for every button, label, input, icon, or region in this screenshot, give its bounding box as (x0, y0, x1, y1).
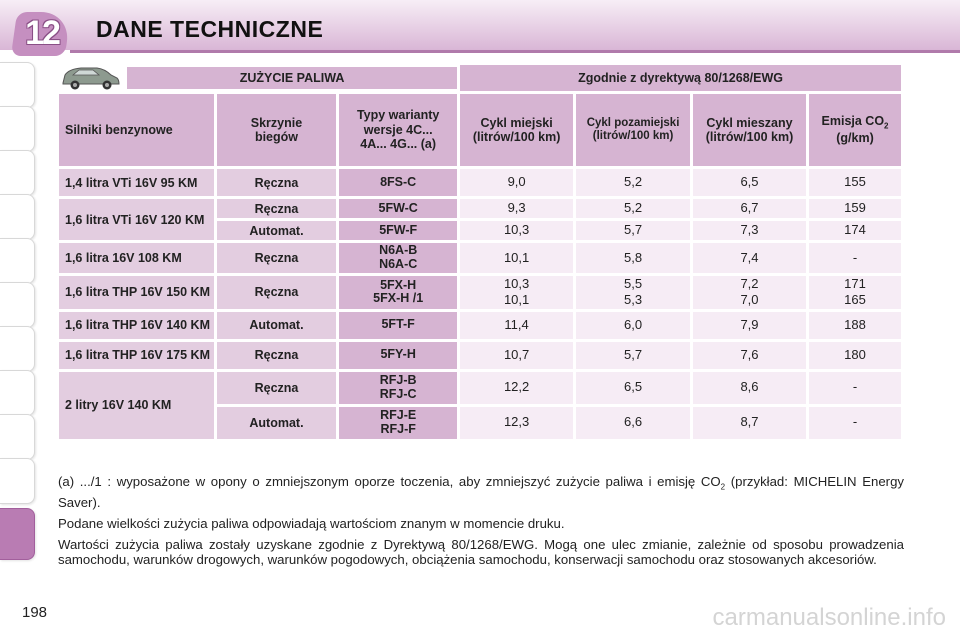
combined-cell: 8,7 (693, 407, 806, 439)
co2-cell: 155 (809, 169, 901, 196)
co2-cell: 159 (809, 199, 901, 218)
co2-value: 165 (844, 292, 866, 308)
group-header-fuel: ZUŻYCIE PALIWA (127, 67, 457, 89)
combined-value: 7,0 (740, 292, 759, 308)
combined-value: 7,2 (740, 276, 759, 291)
extra-urban-cell: 5,7 (576, 221, 690, 240)
gearbox-cell: Automat. (217, 221, 337, 240)
urban-value: 10,1 (503, 292, 530, 308)
chapter-tab[interactable] (0, 414, 35, 460)
extra-urban-cell: 6,0 (576, 312, 690, 339)
variant-code: RFJ-F (380, 421, 416, 436)
watermark: carmanualsonline.info (712, 604, 946, 631)
col-header-extra-urban: Cykl pozamiejski (litrów/100 km) (576, 94, 690, 166)
table-row (59, 243, 901, 273)
co2-cell: - (809, 243, 901, 273)
chapter-tab[interactable] (0, 238, 35, 284)
variant-code-cell: 8FS-C (339, 169, 457, 196)
note-print-values: Podane wielkości zużycia paliwa odpowiadają wartościom znanym w momencie druku. (58, 515, 565, 531)
combined-cell: 8,6 (693, 372, 806, 404)
extra-urban-cell: 6,5 (576, 372, 690, 404)
chapter-tab[interactable] (0, 370, 35, 416)
co2-cell: 180 (809, 342, 901, 369)
col-header-co2 (809, 94, 901, 166)
urban-cell (460, 276, 573, 309)
col-header-combined: Cykl mieszany (litrów/100 km) (693, 94, 806, 166)
urban-cell: 10,7 (460, 342, 573, 369)
variant-code: N6A-C (379, 257, 418, 271)
co2-cell: - (809, 372, 901, 404)
combined-cell: 7,9 (693, 312, 806, 339)
car-icon-cell (59, 65, 457, 91)
combined-cell (693, 276, 806, 309)
variant-code: RFJ-E (380, 407, 417, 422)
variant-code-cell: 5FT-F (339, 312, 457, 339)
urban-cell: 11,4 (460, 312, 573, 339)
table-row (59, 199, 901, 218)
table-row (59, 372, 901, 404)
engine-cell: 2 litry 16V 140 KM (59, 372, 214, 439)
combined-cell: 7,4 (693, 243, 806, 273)
fuel-consumption-table (56, 62, 904, 442)
combined-cell: 7,6 (693, 342, 806, 369)
chapter-number: 12 (25, 14, 59, 52)
car-icon (59, 65, 121, 91)
variant-code-cell (339, 407, 457, 439)
table-row (59, 169, 901, 196)
engine-cell: 1,6 litra 16V 108 KM (59, 243, 214, 273)
variant-code-cell: 5FW-C (339, 199, 457, 218)
engine-cell: 1,6 litra THP 16V 175 KM (59, 342, 214, 369)
chapter-tab[interactable] (0, 150, 35, 196)
variant-code: RFJ-B (379, 372, 417, 387)
variant-code-cell (339, 276, 457, 309)
co2-cell (809, 276, 901, 309)
combined-cell: 6,7 (693, 199, 806, 218)
gearbox-cell: Ręczna (217, 199, 337, 218)
footnote-a (58, 474, 904, 510)
extra-urban-cell: 5,7 (576, 342, 690, 369)
co2-unit: (g/km) (836, 131, 874, 146)
header-divider (70, 50, 960, 53)
engine-cell: 1,6 litra VTi 16V 120 KM (59, 199, 214, 240)
gearbox-cell: Ręczna (217, 276, 337, 309)
engine-cell: 1,6 litra THP 16V 150 KM (59, 276, 214, 309)
chapter-tab[interactable] (0, 106, 35, 152)
chapter-tab[interactable] (0, 282, 35, 328)
extra-urban-cell: 5,8 (576, 243, 690, 273)
extra-urban-cell: 5,2 (576, 169, 690, 196)
footnote-a-text-end: (przykład: MICHELIN Energy Saver). (58, 474, 905, 510)
col-header-engines: Silniki benzynowe (59, 94, 214, 166)
table-row (59, 312, 901, 339)
co2-cell: 188 (809, 312, 901, 339)
co2-value: 171 (844, 276, 866, 291)
extra-urban-value: 5,5 (624, 276, 643, 291)
footnotes (58, 474, 904, 573)
table-row (59, 342, 901, 369)
col-header-urban: Cykl miejski (litrów/100 km) (460, 94, 573, 166)
variant-code: N6A-B (379, 243, 418, 258)
variant-code-cell (339, 372, 457, 404)
page-title: DANE TECHNICZNE (96, 16, 324, 42)
combined-cell: 6,5 (693, 169, 806, 196)
footnote-a-text: (a) .../1 : wyposażone w opony o zmniejszonym oporze toczenia, aby zmniejszyć zużycie paliwa i emisję CO (58, 474, 721, 489)
gearbox-cell: Automat. (217, 407, 337, 439)
chapter-tab[interactable] (0, 326, 35, 372)
engine-cell: 1,4 litra VTi 16V 95 KM (59, 169, 214, 196)
variant-code-cell (339, 243, 457, 273)
chapter-tab-active[interactable] (0, 508, 35, 560)
urban-cell: 10,3 (460, 221, 573, 240)
combined-cell: 7,3 (693, 221, 806, 240)
urban-cell: 9,0 (460, 169, 573, 196)
urban-value: 10,3 (503, 276, 530, 291)
variant-code-cell: 5FY-H (339, 342, 457, 369)
urban-cell: 9,3 (460, 199, 573, 218)
urban-cell: 12,3 (460, 407, 573, 439)
co2-cell: 174 (809, 221, 901, 240)
group-header-directive: Zgodnie z dyrektywą 80/1268/EWG (460, 65, 901, 91)
table-row (59, 276, 901, 309)
co2-label: Emisja CO (821, 114, 885, 129)
urban-cell: 10,1 (460, 243, 573, 273)
variant-code: 5FX-H (380, 277, 417, 292)
gearbox-cell: Ręczna (217, 342, 337, 369)
engine-cell: 1,6 litra THP 16V 140 KM (59, 312, 214, 339)
chapter-tab[interactable] (0, 62, 35, 108)
co2-subscript: 2 (884, 121, 889, 131)
gearbox-cell: Ręczna (217, 372, 337, 404)
chapter-tab[interactable] (0, 194, 35, 240)
gearbox-cell: Automat. (217, 312, 337, 339)
variant-code: RFJ-C (379, 386, 417, 401)
extra-urban-cell: 5,2 (576, 199, 690, 218)
footnote-a-subscript: 2 (720, 482, 726, 492)
co2-cell: - (809, 407, 901, 439)
variant-code: 5FX-H /1 (373, 291, 424, 306)
gearbox-cell: Ręczna (217, 169, 337, 196)
col-header-variants: Typy warianty wersje 4C... 4A... 4G... (a) (339, 94, 457, 166)
extra-urban-cell: 6,6 (576, 407, 690, 439)
extra-urban-value: 5,3 (624, 292, 643, 308)
urban-cell: 12,2 (460, 372, 573, 404)
extra-urban-cell (576, 276, 690, 309)
chapter-tab[interactable] (0, 458, 35, 504)
gearbox-cell: Ręczna (217, 243, 337, 273)
variant-code-cell: 5FW-F (339, 221, 457, 240)
col-header-gearbox: Skrzynie biegów (217, 94, 337, 166)
chapter-tabs (0, 62, 38, 582)
page-number: 198 (22, 604, 48, 621)
note-directive: Wartości zużycia paliwa zostały uzyskane zgodnie z Dyrektywą 80/1268/EWG. Mogą one ulec zmianie, zależnie od sposobu prowadzenia samochodu, warunków drogowych, warunków pogodowych, obciążenia samochodu, konserwacji samochodu oraz stosowanych akcesoriów. (58, 536, 904, 567)
